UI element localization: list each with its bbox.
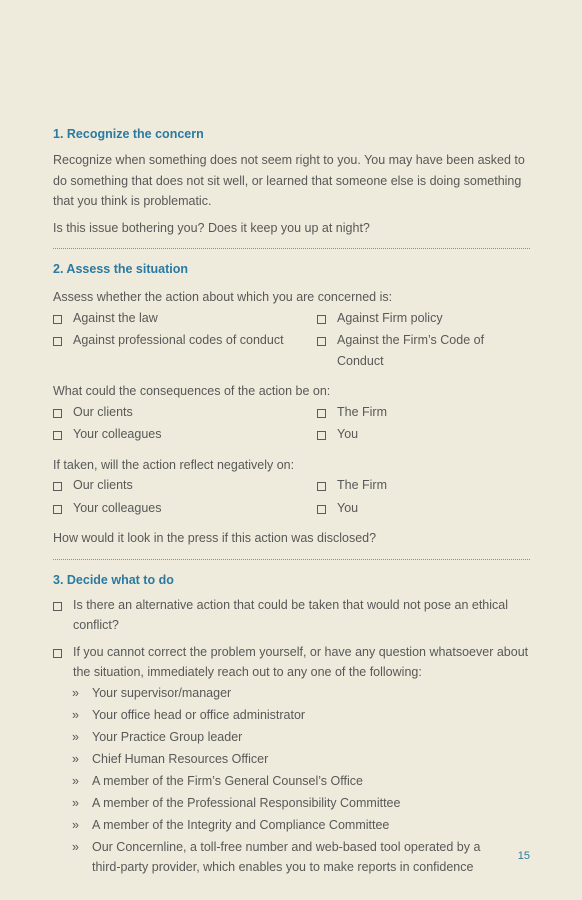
section-2-heading: 2. Assess the situation (53, 262, 188, 276)
consequences-question: What could the consequences of the action be on: (53, 384, 331, 398)
checkbox-icon[interactable] (53, 482, 62, 491)
section-1-question: Is this issue bothering you? Does it keep you up at night? (53, 220, 370, 235)
double-chevron-icon: » (72, 839, 79, 854)
page-number: 15 (517, 850, 530, 862)
checkbox-icon[interactable] (317, 431, 326, 440)
checkbox-option[interactable]: Our clients (53, 402, 317, 423)
checkbox-icon[interactable] (53, 315, 62, 324)
reflect-options (53, 475, 530, 518)
section-1-heading: 1. Recognize the concern (53, 127, 204, 141)
double-chevron-icon: » (72, 817, 79, 832)
checkbox-icon[interactable] (53, 337, 62, 346)
checkbox-icon[interactable] (53, 431, 62, 440)
checkbox-option[interactable]: Against the law (53, 308, 317, 329)
list-item: » Chief Human Resources Officer (53, 749, 530, 770)
double-chevron-icon: » (72, 729, 79, 744)
checkbox-icon[interactable] (53, 505, 62, 514)
double-chevron-icon: » (72, 707, 79, 722)
checkbox-option[interactable]: Your colleagues (53, 424, 317, 445)
checkbox-icon[interactable] (317, 315, 326, 324)
checkbox-icon[interactable] (53, 649, 62, 658)
double-chevron-icon: » (72, 685, 79, 700)
checkbox-icon[interactable] (53, 602, 62, 611)
checkbox-icon[interactable] (317, 337, 326, 346)
checkbox-option[interactable]: Your colleagues (53, 498, 317, 519)
list-item: » A member of the Integrity and Compliance Committee (53, 815, 530, 836)
checkbox-icon[interactable] (317, 409, 326, 418)
checkbox-option[interactable]: Against Firm policy (317, 308, 530, 329)
list-item: » A member of the Firm’s General Counsel’s Office (53, 771, 530, 792)
checkbox-option[interactable]: Is there an alternative action that could be taken that would not pose an ethical conflict? (53, 595, 530, 636)
double-chevron-icon: » (72, 751, 79, 766)
consequences-options (53, 402, 530, 445)
divider (53, 559, 530, 560)
page-content (53, 126, 530, 878)
double-chevron-icon: » (72, 773, 79, 788)
list-item: » Your Practice Group leader (53, 727, 530, 748)
reflect-question: If taken, will the action reflect negatively on: (53, 457, 295, 472)
checkbox-option[interactable]: You (317, 498, 530, 519)
list-item: » Your office head or office administrator (53, 705, 530, 726)
double-chevron-icon: » (72, 795, 79, 810)
checkbox-icon[interactable] (317, 482, 326, 491)
checkbox-option[interactable]: Our clients (53, 475, 317, 496)
checkbox-icon[interactable] (317, 505, 326, 514)
checkbox-option[interactable]: The Firm (317, 475, 530, 496)
section-3-heading: 3. Decide what to do (53, 572, 174, 587)
list-item: » Your supervisor/manager (53, 683, 530, 704)
press-question: How would it look in the press if this action was disclosed? (53, 531, 377, 545)
contact-list (53, 683, 530, 878)
section-1-intro: Recognize when something does not seem right to you. You may have been asked to do something that does not sit well, or learned that someone else is doing something that you think is problematic. (53, 153, 525, 208)
divider (53, 248, 530, 249)
checkbox-option[interactable]: You (317, 424, 530, 445)
list-item: » A member of the Professional Responsibility Committee (53, 793, 530, 814)
checkbox-option[interactable]: If you cannot correct the problem yourself, or have any question whatsoever about the situation, immediately reach out to any one of the following: (53, 642, 530, 683)
checkbox-option[interactable]: The Firm (317, 402, 530, 423)
assess-question: Assess whether the action about which you are concerned is: (53, 290, 393, 304)
checkbox-option[interactable]: Against the Firm’s Code of Conduct (317, 330, 530, 371)
assess-options (53, 308, 530, 372)
checkbox-icon[interactable] (53, 409, 62, 418)
list-item: » Our Concernline, a toll-free number and web-based tool operated by a third-party provider, which enables you to make reports in confidence (53, 837, 530, 878)
checkbox-option[interactable]: Against professional codes of conduct (53, 330, 317, 371)
